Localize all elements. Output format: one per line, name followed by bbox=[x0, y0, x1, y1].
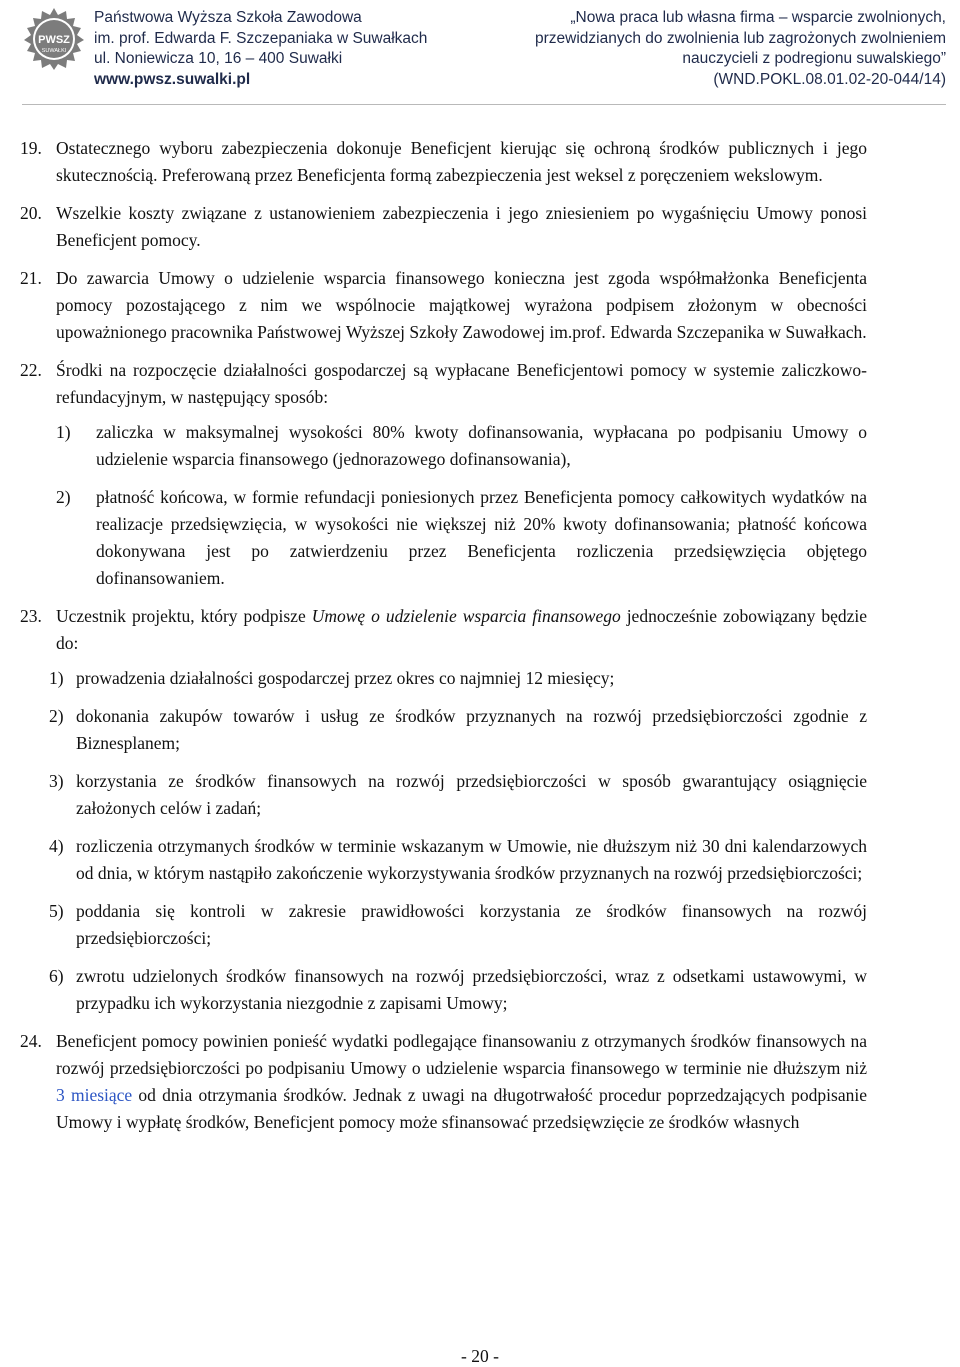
list-item-number: 4) bbox=[49, 836, 64, 856]
paragraph-22 bbox=[20, 357, 867, 411]
list-item bbox=[56, 484, 867, 592]
list-item bbox=[49, 833, 867, 887]
paragraph-24 bbox=[20, 1028, 867, 1136]
paragraph-text-before: Beneficjent pomocy powinien ponieść wydatki podlegające finansowaniu z otrzymanych środków finansowych na rozwój przedsiębiorczości po podpisaniu Umowy o udzielenie wsparcia finansowego w terminie nie dłuższym niż bbox=[56, 1031, 867, 1078]
page-number: - 20 - bbox=[461, 1346, 499, 1366]
paragraph-text: Wszelkie koszty związane z ustanowieniem zabezpieczenia i jego zniesieniem po wygaśnięciu Umowy ponosi Beneficjent pomocy. bbox=[56, 203, 867, 250]
list-item-number: 2) bbox=[56, 487, 71, 507]
list-item-text: zaliczka w maksymalnej wysokości 80% kwoty dofinansowania, wypłacana po podpisaniu Umowy o udzielenie wsparcia finansowego (jednorazowego dofinansowania), bbox=[96, 422, 867, 469]
list-item-number: 1) bbox=[56, 422, 71, 442]
list-item bbox=[49, 703, 867, 757]
header-divider bbox=[22, 104, 946, 105]
list-item-text: prowadzenia działalności gospodarczej przez okres co najmniej 12 miesięcy; bbox=[76, 668, 615, 688]
institution-website-link[interactable]: www.pwsz.suwalki.pl bbox=[94, 70, 251, 88]
list-item-number: 6) bbox=[49, 966, 64, 986]
paragraph-21 bbox=[20, 265, 867, 346]
logo-subtext: SUWAŁKI bbox=[41, 48, 67, 54]
project-number: (WND.POKL.08.01.02-20-044/14) bbox=[713, 70, 946, 88]
paragraph-number: 19. bbox=[20, 138, 42, 158]
project-title-line-3: nauczycieli z podregionu suwalskiego” bbox=[682, 50, 946, 67]
project-title-line-2: przewidzianych do zwolnienia lub zagrożonych zwolnieniem bbox=[535, 29, 946, 47]
list-item-text: poddania się kontroli w zakresie prawidłowości korzystania ze środków finansowych na rozwój przedsiębiorczości; bbox=[76, 901, 867, 948]
list-item bbox=[56, 419, 867, 473]
logo-text: PWSZ bbox=[38, 34, 70, 46]
institution-address: ul. Noniewicza 10, 16 – 400 Suwałki bbox=[94, 50, 343, 67]
institution-name: Państwowa Wyższa Szkoła Zawodowa bbox=[94, 9, 362, 26]
list-item-number: 1) bbox=[49, 668, 64, 688]
paragraph-number: 22. bbox=[20, 360, 42, 380]
paragraph-19 bbox=[20, 135, 867, 189]
list-item bbox=[49, 963, 867, 1017]
list-item-text: korzystania ze środków finansowych na rozwój przedsiębiorczości w sposób gwarantujący osiągnięcie założonych celów i zadań; bbox=[76, 771, 867, 818]
document-body bbox=[20, 135, 867, 1147]
paragraph-number: 21. bbox=[20, 268, 42, 288]
paragraph-20 bbox=[20, 200, 867, 254]
paragraph-text: Środki na rozpoczęcie działalności gospodarczej są wypłacane Beneficjentowi pomocy w systemie zaliczkowo-refundacyjnym, w następujący sposób: bbox=[56, 360, 867, 407]
list-item-number: 3) bbox=[49, 771, 64, 791]
list-item-text: zwrotu udzielonych środków finansowych na rozwój przedsiębiorczości, wraz z odsetkami ustawowymi, w przypadku ich wykorzystania niezgodnie z zapisami Umowy; bbox=[76, 966, 867, 1013]
project-block bbox=[535, 8, 946, 90]
paragraph-23 bbox=[20, 603, 867, 657]
list-item bbox=[49, 665, 867, 692]
list-item-text: dokonania zakupów towarów i usług ze środków przyznanych na rozwój przedsiębiorczości zgodnie z Biznesplanem; bbox=[76, 706, 867, 753]
paragraph-text: Do zawarcia Umowy o udzielenie wsparcia finansowego konieczna jest zgoda współmałżonka Beneficjenta pomocy pozostającego z nim we wspólnocie majątkowej wyrażona podpisem złożonym w obecności upoważnionego pracownika Państwowej Wyższej Szkoły Zawodowej im.prof. Edwarda Szczepanika w Suwałkach. bbox=[56, 268, 867, 342]
paragraph-number: 23. bbox=[20, 606, 42, 626]
list-item-number: 5) bbox=[49, 901, 64, 921]
paragraph-text-after: jednocześnie zobowiązany będzie do: bbox=[56, 606, 867, 653]
list-item bbox=[49, 768, 867, 822]
pwsz-logo-icon bbox=[22, 6, 86, 70]
paragraph-text-after: od dnia otrzymania środków. Jednak z uwagi na długotrwałość procedur poprzedzających podpisanie Umowy i wypłatę środków, Beneficjent pomocy może sfinansować przedsięwzięcie ze środków własnych bbox=[56, 1085, 867, 1132]
deadline-highlight: 3 miesiące bbox=[56, 1085, 133, 1105]
paragraph-number: 24. bbox=[20, 1031, 42, 1051]
institution-block bbox=[94, 8, 427, 90]
paragraph-text: Ostatecznego wyboru zabezpieczenia dokonuje Beneficjent kierując się ochroną środków publicznych i jego skutecznością. Preferowaną przez Beneficjenta formą zabezpieczenia jest weksel z poręczeniem wekslowym. bbox=[56, 138, 867, 185]
list-item-text: płatność końcowa, w formie refundacji poniesionych przez Beneficjenta pomocy całkowitych wydatków na realizacje przedsięwzięcia, w wysokości nie większej niż 20% kwoty dofinansowania; płatność końcowa dokonywana jest po zatwierdzeniu przez Beneficjenta rozliczenia przedsięwzięcia objętego dofinansowaniem. bbox=[96, 487, 867, 588]
list-item-number: 2) bbox=[49, 706, 64, 726]
paragraph-number: 20. bbox=[20, 203, 42, 223]
list-item bbox=[49, 898, 867, 952]
project-title-line-1: „Nowa praca lub własna firma – wsparcie zwolnionych, bbox=[570, 9, 946, 26]
paragraph-text-before: Uczestnik projektu, który podpisze bbox=[56, 606, 306, 626]
institution-patron: im. prof. Edwarda F. Szczepaniaka w Suwałkach bbox=[94, 29, 428, 47]
page-header bbox=[0, 0, 960, 100]
paragraph-text-italic: Umowę o udzielenie wsparcia finansowego bbox=[311, 606, 621, 626]
list-item-text: rozliczenia otrzymanych środków w terminie wskazanym w Umowie, nie dłuższym niż 30 dni kalendarzowych od dnia, w którym nastąpiło zakończenie wykorzystywania środków przyznanych na rozwój przedsiębiorczości; bbox=[76, 836, 867, 883]
